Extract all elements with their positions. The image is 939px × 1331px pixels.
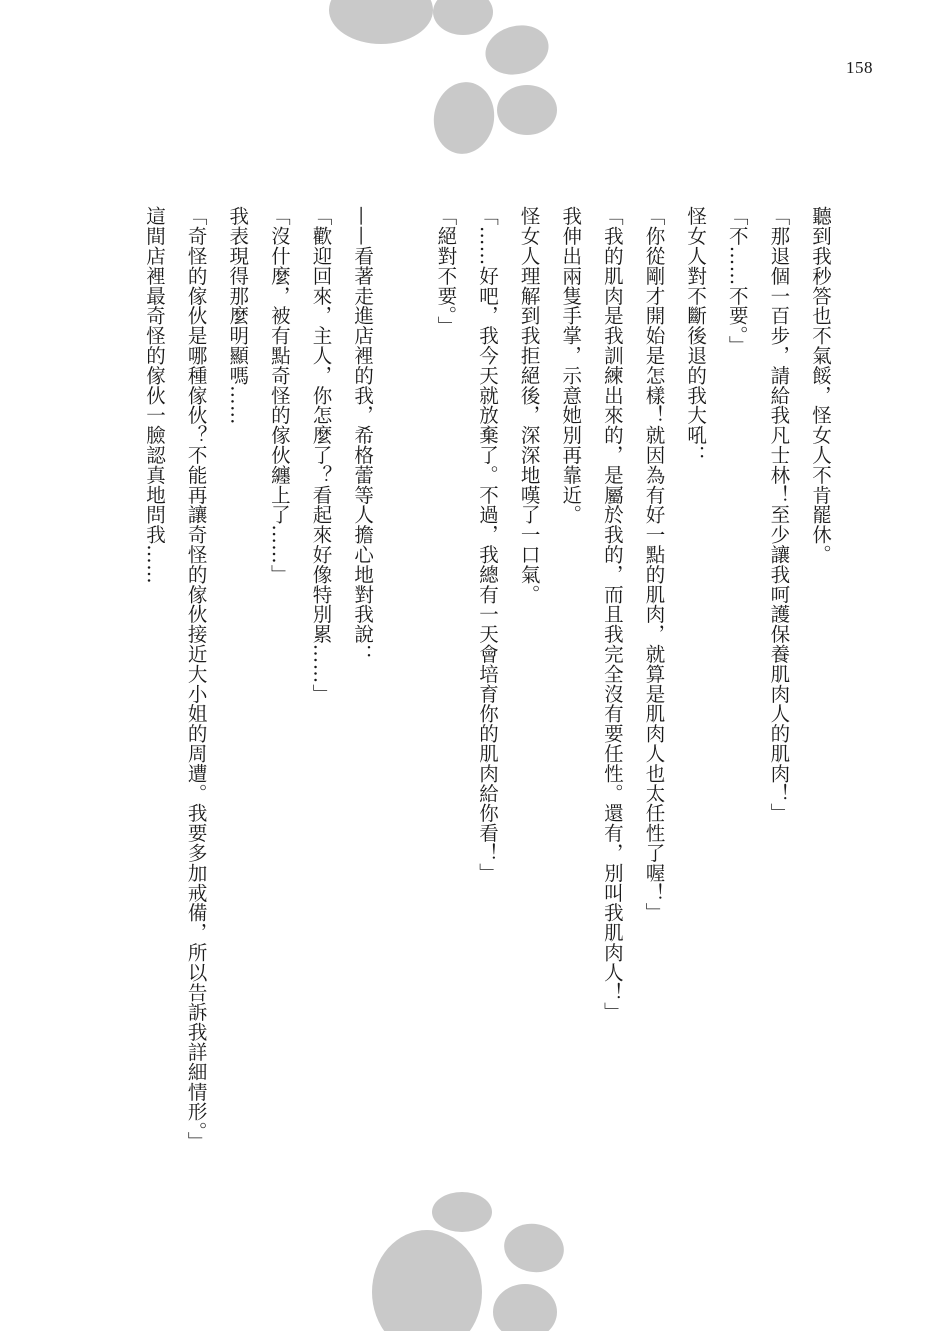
text-line: ——看著走進店裡的我，希格蕾等人擔心地對我說： xyxy=(351,206,375,664)
text-line: 「絕對不要。」 xyxy=(434,206,458,336)
text-line: 「奇怪的傢伙是哪種傢伙？不能再讓奇怪的傢伙接近大小姐的周遭。我要多加戒備，所以告訴我詳細情形。」 xyxy=(184,206,208,1152)
vertical-text-body xyxy=(142,206,832,1152)
text-line: 「你從剛才開始是怎樣！就因為有好一點的肌肉，就算是肌肉人也太任性了喔！」 xyxy=(642,206,666,923)
text-line: 「……好吧，我今天就放棄了。不過，我總有一天會培育你的肌肉給你看！」 xyxy=(476,206,499,883)
text-line: 怪女人理解到我拒絕後，深深地嘆了一口氣。 xyxy=(517,206,541,604)
text-line: 「不……不要。」 xyxy=(725,206,749,356)
text-line: 「歡迎回來，主人，你怎麼了？看起來好像特別累……」 xyxy=(309,206,333,704)
text-line: 怪女人對不斷後退的我大吼： xyxy=(684,206,708,465)
section-break xyxy=(392,206,416,1086)
text-line: 「沒什麼，被有點奇怪的傢伙纏上了……」 xyxy=(267,206,291,585)
text-line: 我表現得那麼明顯嗎…… xyxy=(226,206,250,425)
text-line: 「那退個一百步，請給我凡士林！至少讓我呵護保養肌肉人的肌肉！」 xyxy=(767,206,791,823)
bottom-paw-icon xyxy=(372,1192,568,1331)
text-line: 這間店裡最奇怪的傢伙一臉認真地問我…… xyxy=(143,206,166,585)
text-line: 「我的肌肉是我訓練出來的，是屬於我的，而且我完全沒有要任性。還有，別叫我肌肉人！」 xyxy=(600,206,624,1022)
text-line: 我伸出兩隻手掌，示意她別再靠近。 xyxy=(559,206,583,525)
top-paw-icon xyxy=(329,0,557,159)
page-number: 158 xyxy=(846,58,873,77)
text-line: 聽到我秒答也不氣餒，怪女人不肯罷休。 xyxy=(809,206,832,565)
